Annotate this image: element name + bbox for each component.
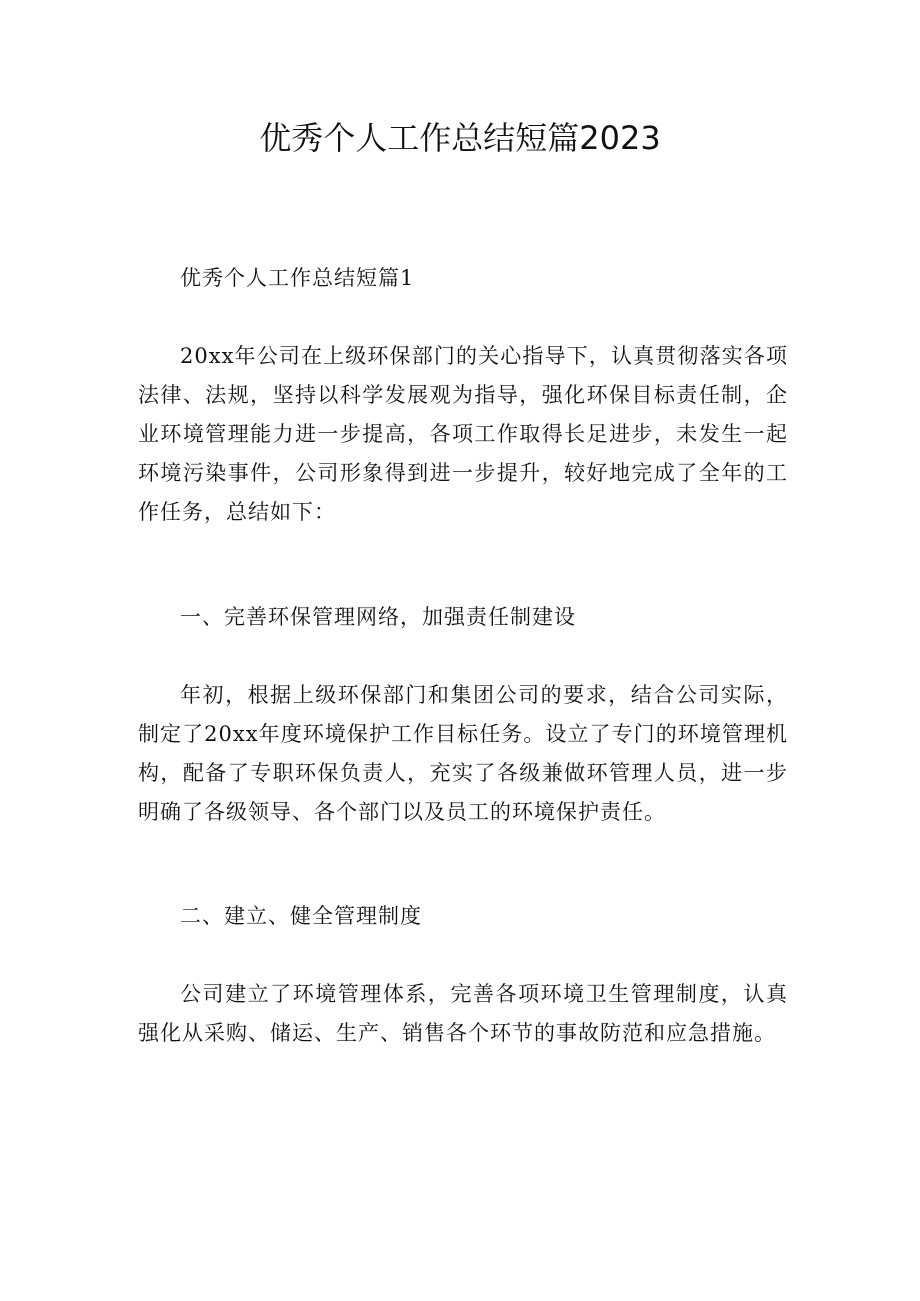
section-2-heading: 二、建立、健全管理制度: [180, 904, 422, 928]
section-1-heading: 一、完善环保管理网络，加强责任制建设: [180, 605, 576, 629]
section-1-body: 年初，根据上级环保部门和集团公司的要求，结合公司实际，制定了20xx年度环境保护工作目标任务。设立了专门的环境管理机构，配备了专职环保负责人，充实了各级兼做环管理人员，进一步明确了各级领导、各个部门以及员工的环境保护责任。: [138, 683, 788, 824]
section-2-body: 公司建立了环境管理体系，完善各项环境卫生管理制度，认真强化从采购、储运、生产、销售各个环节的事故防范和应急措施。: [138, 982, 788, 1045]
intro-paragraph: 20xx年公司在上级环保部门的关心指导下，认真贯彻落实各项法律、法规，坚持以科学发展观为指导，强化环保目标责任制，企业环境管理能力进一步提高，各项工作取得长足进步，未发生一起环境污染事件，公司形象得到进一步提升，较好地完成了全年的工作任务，总结如下：: [138, 344, 788, 524]
document-title: 优秀个人工作总结短篇2023: [259, 119, 661, 157]
subtitle: 优秀个人工作总结短篇1: [180, 266, 415, 290]
